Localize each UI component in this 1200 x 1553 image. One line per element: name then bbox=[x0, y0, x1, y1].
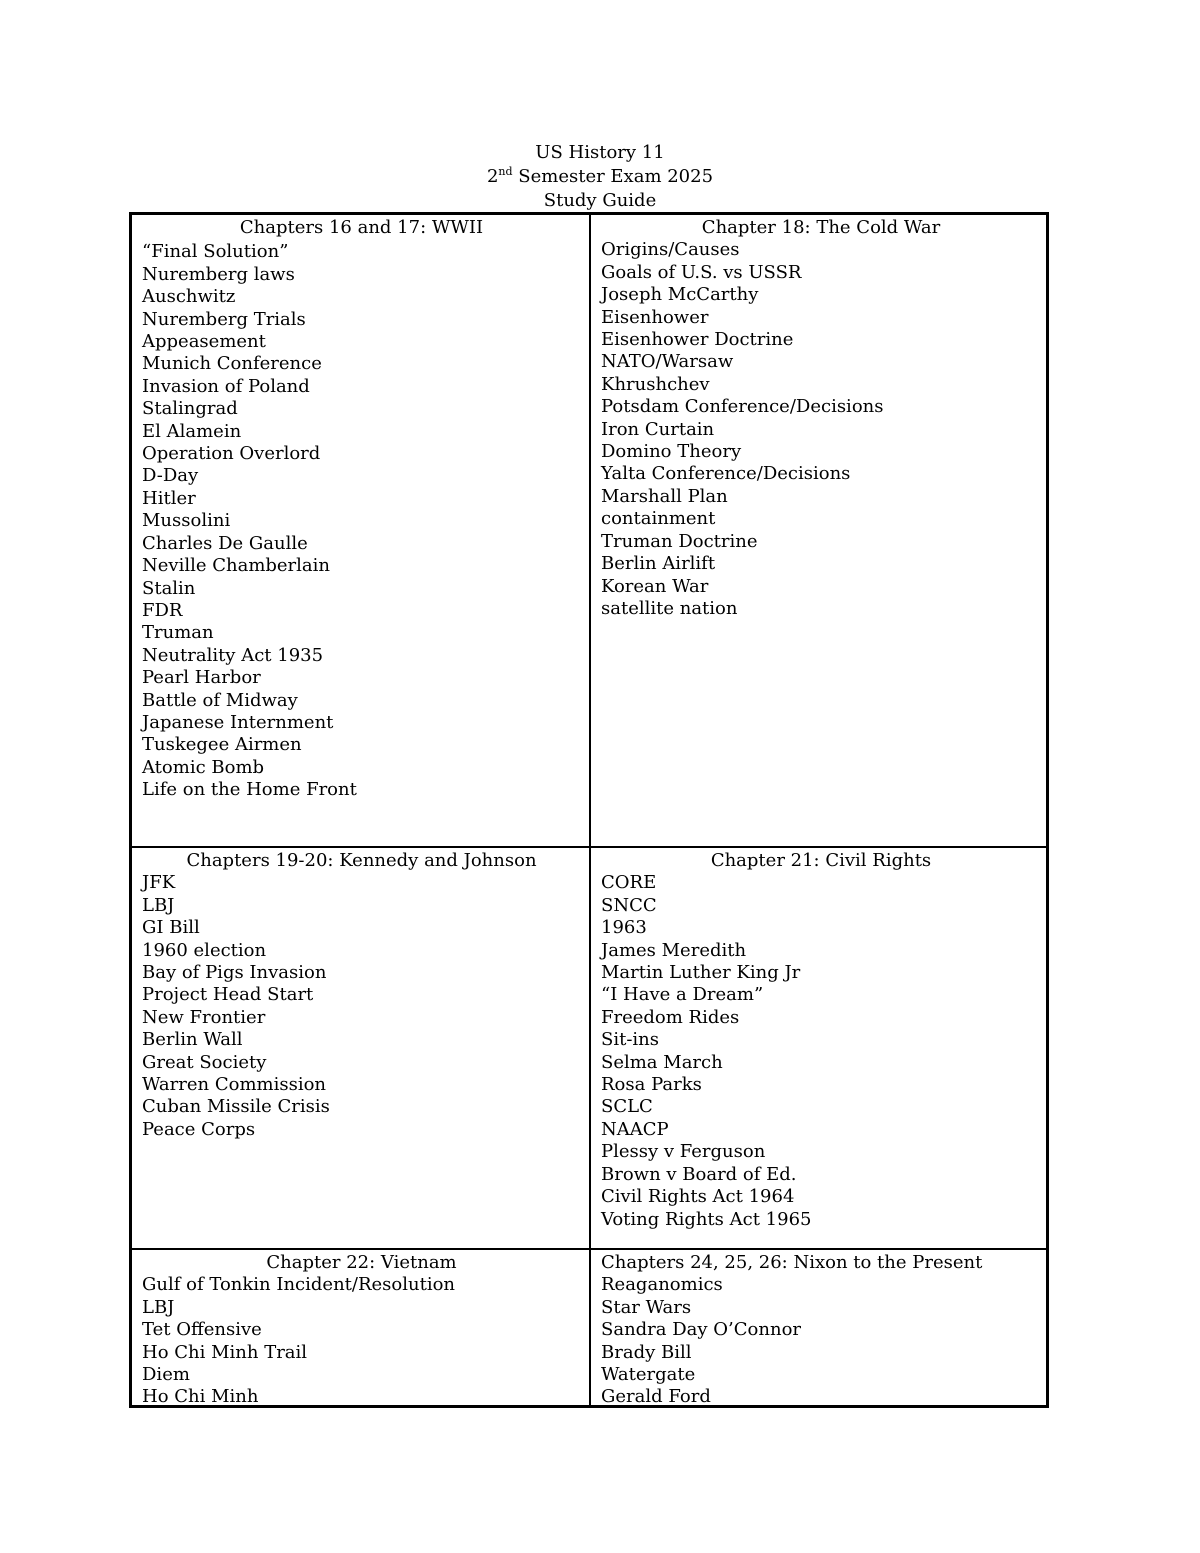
term-item: Brown v Board of Ed. bbox=[601, 1163, 797, 1185]
term-item: Eisenhower Doctrine bbox=[601, 329, 794, 351]
term-item: Berlin Airlift bbox=[601, 553, 716, 575]
term-list bbox=[142, 241, 581, 801]
term-list bbox=[601, 1274, 1041, 1405]
document-subtitle: Study Guide bbox=[543, 190, 657, 211]
term-item: Mussolini bbox=[142, 510, 231, 532]
term-item: Potsdam Conference/Decisions bbox=[601, 396, 884, 418]
term-item: “Final Solution” bbox=[142, 241, 289, 263]
term-item: LBJ bbox=[142, 1296, 175, 1318]
term-item: Gerald Ford bbox=[601, 1386, 711, 1405]
term-item: containment bbox=[601, 508, 716, 530]
term-item: Watergate bbox=[601, 1364, 696, 1386]
term-item: NATO/Warsaw bbox=[601, 351, 734, 373]
term-item: Hitler bbox=[142, 487, 196, 509]
term-item: Goals of U.S. vs USSR bbox=[601, 261, 802, 283]
section-cold-war bbox=[591, 215, 1049, 846]
term-item: CORE bbox=[601, 872, 657, 894]
term-item: Freedom Rides bbox=[601, 1006, 740, 1028]
term-item: Nuremberg laws bbox=[142, 263, 295, 285]
term-item: “I Have a Dream” bbox=[601, 984, 764, 1006]
term-item: SNCC bbox=[601, 894, 657, 916]
term-item: Neutrality Act 1935 bbox=[142, 644, 324, 666]
term-item: Civil Rights Act 1964 bbox=[601, 1186, 795, 1208]
term-item: Stalin bbox=[142, 577, 196, 599]
term-item: Yalta Conference/Decisions bbox=[601, 463, 851, 485]
section-title: Chapter 22: Vietnam bbox=[266, 1252, 457, 1273]
term-item: Truman Doctrine bbox=[601, 530, 758, 552]
term-item: satellite nation bbox=[601, 597, 738, 619]
term-item: JFK bbox=[142, 872, 176, 894]
term-item: Reaganomics bbox=[601, 1274, 723, 1296]
section-title: Chapters 16 and 17: WWII bbox=[239, 217, 484, 238]
term-item: LBJ bbox=[142, 894, 175, 916]
term-item: Project Head Start bbox=[142, 984, 314, 1006]
term-item: Martin Luther King Jr bbox=[601, 962, 801, 984]
term-list bbox=[142, 872, 581, 1141]
term-item: Ho Chi Minh bbox=[142, 1386, 259, 1405]
term-item: Voting Rights Act 1965 bbox=[601, 1208, 812, 1230]
term-item: Stalingrad bbox=[142, 398, 238, 420]
term-item: SCLC bbox=[601, 1096, 653, 1118]
term-item: Appeasement bbox=[142, 331, 266, 353]
section-kennedy-johnson bbox=[132, 846, 591, 1250]
term-item: New Frontier bbox=[142, 1006, 266, 1028]
term-item: FDR bbox=[142, 599, 183, 621]
term-item: Invasion of Poland bbox=[142, 375, 310, 397]
term-item: Rosa Parks bbox=[601, 1074, 702, 1096]
term-item: 1963 bbox=[601, 917, 647, 939]
term-list bbox=[601, 872, 1041, 1231]
term-item: Atomic Bomb bbox=[142, 756, 265, 778]
term-item: Marshall Plan bbox=[601, 485, 728, 507]
term-item: Sandra Day O’Connor bbox=[601, 1319, 802, 1341]
term-item: Tuskegee Airmen bbox=[142, 734, 302, 756]
term-item: Japanese Internment bbox=[142, 711, 334, 733]
section-title: Chapters 19-20: Kennedy and Johnson bbox=[186, 850, 537, 871]
term-item: Charles De Gaulle bbox=[142, 532, 308, 554]
term-item: Munich Conference bbox=[142, 353, 322, 375]
term-item: Selma March bbox=[601, 1051, 723, 1073]
term-item: Joseph McCarthy bbox=[601, 284, 759, 306]
term-item: Ho Chi Minh Trail bbox=[142, 1341, 308, 1363]
term-list bbox=[142, 1274, 581, 1405]
document-header bbox=[0, 141, 1200, 213]
term-item: Peace Corps bbox=[142, 1118, 256, 1140]
course-title: US History 11 bbox=[535, 142, 665, 163]
term-item: Tet Offensive bbox=[142, 1319, 262, 1341]
section-title: Chapter 21: Civil Rights bbox=[710, 850, 932, 871]
term-item: Sit-ins bbox=[601, 1029, 659, 1051]
term-item: Iron Curtain bbox=[601, 418, 715, 440]
term-item: Star Wars bbox=[601, 1296, 692, 1318]
section-wwii bbox=[132, 215, 591, 846]
term-item: Life on the Home Front bbox=[142, 779, 357, 801]
term-item: Pearl Harbor bbox=[142, 667, 261, 689]
term-item: GI Bill bbox=[142, 917, 200, 939]
term-item: Plessy v Ferguson bbox=[601, 1141, 766, 1163]
term-item: Auschwitz bbox=[142, 286, 236, 308]
term-item: Bay of Pigs Invasion bbox=[142, 962, 327, 984]
section-civil-rights bbox=[591, 846, 1049, 1250]
term-item: Truman bbox=[142, 622, 214, 644]
term-item: Warren Commission bbox=[142, 1074, 327, 1096]
term-item: Eisenhower bbox=[601, 306, 709, 328]
term-item: Neville Chamberlain bbox=[142, 555, 330, 577]
section-title: Chapter 18: The Cold War bbox=[701, 217, 941, 238]
term-item: Nuremberg Trials bbox=[142, 308, 306, 330]
term-item: Khrushchev bbox=[601, 373, 710, 395]
term-item: Gulf of Tonkin Incident/Resolution bbox=[142, 1274, 456, 1296]
term-item: D-Day bbox=[142, 465, 199, 487]
term-item: Domino Theory bbox=[601, 441, 742, 463]
term-item: NAACP bbox=[601, 1118, 669, 1140]
term-item: Origins/Causes bbox=[601, 239, 740, 261]
term-item: Diem bbox=[142, 1364, 190, 1386]
term-item: James Meredith bbox=[601, 939, 747, 961]
term-item: Cuban Missile Crisis bbox=[142, 1096, 330, 1118]
term-item: 1960 election bbox=[142, 939, 267, 961]
term-item: Operation Overlord bbox=[142, 443, 321, 465]
term-item: El Alamein bbox=[142, 420, 242, 442]
exam-title: 2nd Semester Exam 2025 bbox=[486, 165, 714, 187]
term-item: Berlin Wall bbox=[142, 1029, 243, 1051]
term-list bbox=[601, 239, 1041, 620]
section-title: Chapters 24, 25, 26: Nixon to the Present bbox=[601, 1252, 983, 1273]
section-nixon-present bbox=[591, 1250, 1049, 1405]
term-item: Battle of Midway bbox=[142, 689, 298, 711]
term-item: Korean War bbox=[601, 575, 709, 597]
term-item: Brady Bill bbox=[601, 1341, 692, 1363]
section-vietnam bbox=[132, 1250, 591, 1405]
study-guide-table bbox=[129, 212, 1049, 1408]
term-item: Great Society bbox=[142, 1051, 267, 1073]
